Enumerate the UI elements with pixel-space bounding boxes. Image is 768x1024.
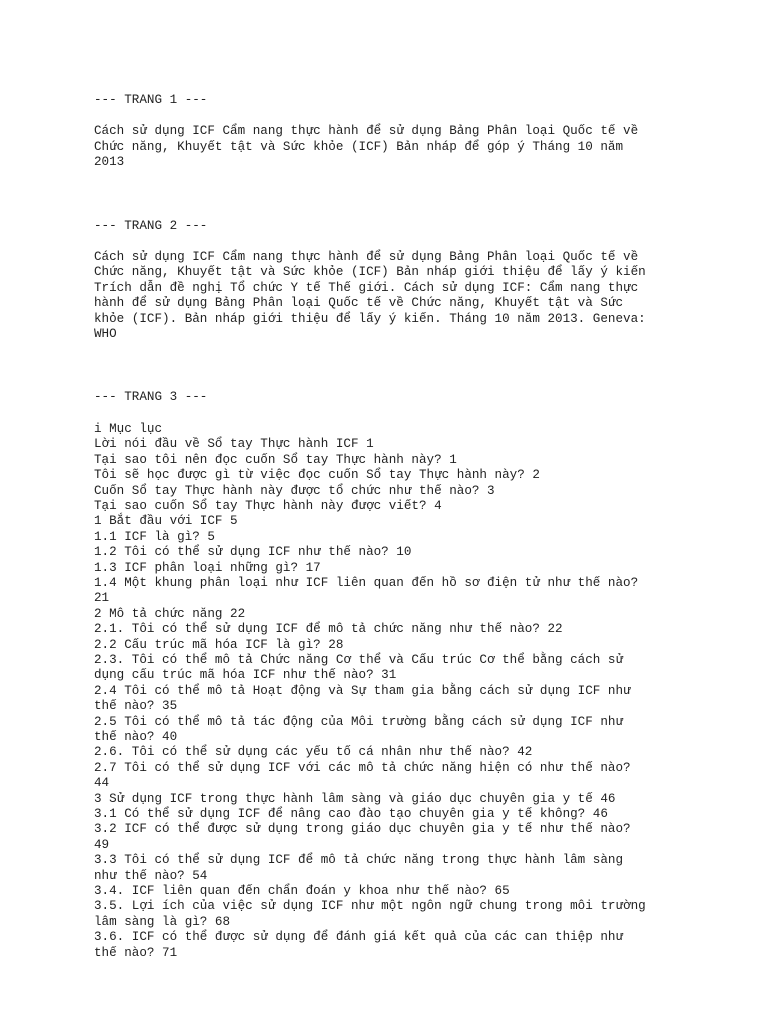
table-of-contents — [94, 422, 694, 961]
toc-entry: 2.4 Tôi có thể mô tả Hoạt động và Sự tham gia bằng cách sử dụng ICF như thế nào? 35 — [94, 683, 631, 714]
toc-entry: 1.3 ICF phân loại những gì? 17 — [94, 560, 321, 575]
toc-entry: Cuốn Sổ tay Thực hành này được tổ chức như thế nào? 3 — [94, 483, 495, 498]
toc-entry: 3.6. ICF có thể được sử dụng để đánh giá kết quả của các can thiệp như thế nào? 71 — [94, 930, 624, 960]
section-spacer — [94, 342, 694, 390]
toc-entry: 3.2 ICF có thể được sử dụng trong giáo dục chuyên gia y tế như thế nào? 49 — [94, 822, 631, 852]
page-3-section — [94, 390, 694, 961]
page-1-marker: --- TRANG 1 --- — [94, 93, 208, 107]
toc-entry: 2.2 Cấu trúc mã hóa ICF là gì? 28 — [94, 637, 344, 652]
document-body — [94, 93, 694, 961]
toc-entry: Lời nói đầu về Sổ tay Thực hành ICF 1 — [94, 437, 374, 452]
toc-entry: 3.3 Tôi có thể sử dụng ICF để mô tả chức năng trong thực hành lâm sàng như thế nào? 54 — [94, 853, 624, 883]
toc-entry: 1 Bắt đầu với ICF 5 — [94, 514, 238, 529]
toc-entry: 2.6. Tôi có thể sử dụng các yếu tố cá nhân như thế nào? 42 — [94, 745, 533, 760]
toc-entry: 3.1 Có thể sử dụng ICF để nâng cao đào tạo chuyên gia y tế không? 46 — [94, 807, 608, 822]
toc-entry: 1.4 Một khung phân loại như ICF liên quan đến hồ sơ điện tử như thế nào? 21 — [94, 575, 639, 606]
toc-entry: 2.1. Tôi có thể sử dụng ICF để mô tả chức năng như thế nào? 22 — [94, 622, 563, 637]
page-1-text: Cách sử dụng ICF Cẩm nang thực hành để sử dụng Bảng Phân loại Quốc tế về Chức năng, Khuyết tật và Sức khỏe (ICF) Bản nháp để góp ý Tháng 10 năm 2013 — [94, 124, 639, 170]
page-2-marker: --- TRANG 2 --- — [94, 218, 208, 233]
toc-entry: 2.5 Tôi có thể mô tả tác động của Môi trường bằng cách sử dụng ICF như thế nào? 40 — [94, 714, 624, 744]
page-2-text: Cách sử dụng ICF Cẩm nang thực hành để sử dụng Bảng Phân loại Quốc tế về Chức năng, Khuyết tật và Sức khỏe (ICF) Bản nháp giới thiệu để lấy ý kiến Trích dẫn đề nghị Tổ chức Y tế Thế giới. Cách sử dụng ICF: Cẩm nang thực hành để sử dụng Bảng Phân loại Quốc tế về Chức năng, Khuyết tật và Sức khỏe (ICF). Bản nháp giới thiệu để lấy ý kiến. Tháng 10 năm 2013. Geneva: WHO — [94, 250, 646, 342]
toc-entry: 3.4. ICF liên quan đến chẩn đoán y khoa như thế nào? 65 — [94, 884, 510, 899]
toc-entry: 2.7 Tôi có thể sử dụng ICF với các mô tả chức năng hiện có như thế nào? 44 — [94, 760, 631, 791]
toc-entry: 2.3. Tôi có thể mô tả Chức năng Cơ thể và Cấu trúc Cơ thể bằng cách sử dụng cấu trúc mã hóa ICF như thế nào? 31 — [94, 652, 624, 683]
section-spacer — [94, 171, 694, 219]
toc-entry: Tại sao cuốn Sổ tay Thực hành này được viết? 4 — [94, 498, 442, 513]
toc-entry: i Mục lục — [94, 421, 163, 436]
page-3-marker: --- TRANG 3 --- — [94, 390, 208, 405]
page-1-section — [94, 93, 694, 171]
toc-entry: 3 Sử dụng ICF trong thực hành lâm sàng và giáo dục chuyên gia y tế 46 — [94, 791, 616, 806]
toc-entry: Tại sao tôi nên đọc cuốn Sổ tay Thực hành này? 1 — [94, 452, 457, 467]
toc-entry: 1.2 Tôi có thể sử dụng ICF như thế nào? 10 — [94, 545, 412, 560]
toc-entry: Tôi sẽ học được gì từ việc đọc cuốn Sổ tay Thực hành này? 2 — [94, 468, 540, 483]
toc-entry: 3.5. Lợi ích của việc sử dụng ICF như một ngôn ngữ chung trong môi trường lâm sàng là gì? 68 — [94, 899, 646, 929]
toc-entry: 1.1 ICF là gì? 5 — [94, 529, 215, 544]
page-2-section — [94, 219, 694, 343]
toc-entry: 2 Mô tả chức năng 22 — [94, 606, 246, 621]
